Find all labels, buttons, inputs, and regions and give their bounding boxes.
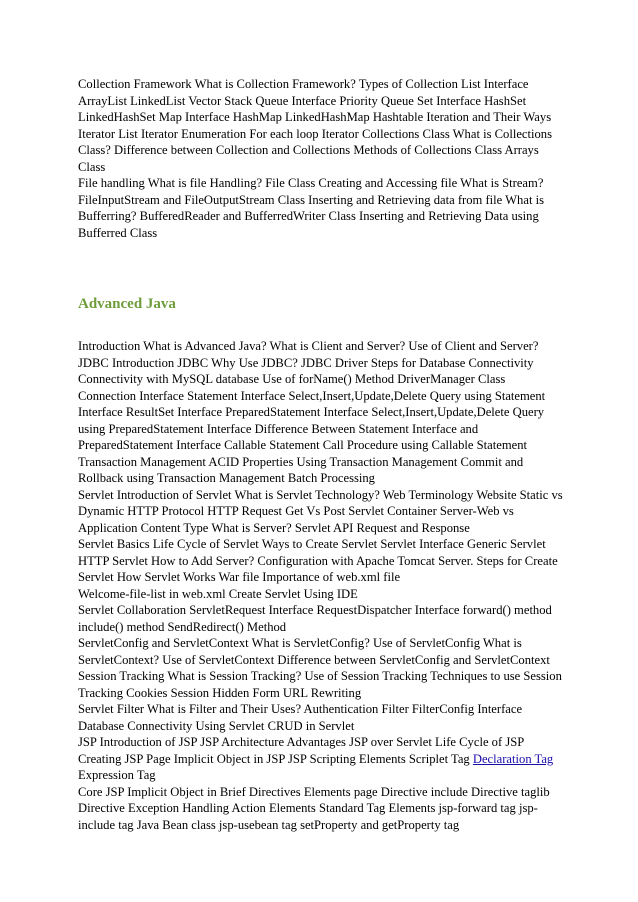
advanced-java-heading: Advanced Java	[78, 296, 176, 312]
section-spacer	[78, 241, 564, 294]
servlet-filter-paragraph: Servlet Filter What is Filter and Their Uses? Authentication Filter FilterConfig Interface Database Connectivity Using Servlet CRUD in Servlet	[78, 702, 523, 733]
servlet-intro-paragraph: Servlet Introduction of Servlet What is Servlet Technology? Web Terminology Website Static vs Dynamic HTTP Protocol HTTP Request Get Vs Post Servlet Container Server-Web vs Application Content Type What is Server? Servlet API Request and Response	[78, 487, 563, 535]
heading-spacer	[78, 314, 564, 338]
servletconfig-paragraph: ServletConfig and ServletContext What is ServletConfig? Use of ServletConfig What is ServletContext? Use of ServletContext Difference between ServletConfig and ServletContext Session Tracking What is Session Tracking? Use of Session Tracking Techniques to use Session Tracking Cookies Session Hidden Form URL Rewriting	[78, 636, 562, 700]
jsp-paragraph	[78, 734, 564, 784]
document-page	[78, 76, 564, 833]
servlet-collaboration-paragraph: Servlet Collaboration ServletRequest Interface RequestDispatcher Interface forward() method include() method SendRedirect() Method	[78, 603, 552, 634]
core-jsp-paragraph: Core JSP Implicit Object in Brief Directives Elements page Directive include Directive taglib Directive Exception Handling Action Elements Standard Tag Elements jsp-forward tag jsp-include tag Java Bean class jsp-usebean tag setProperty and getProperty tag	[78, 784, 550, 832]
declaration-tag-link[interactable]: Declaration Tag	[472, 751, 554, 766]
file-handling-paragraph: File handling What is file Handling? File Class Creating and Accessing file What is Stream? FileInputStream and FileOutputStream Class Inserting and Retrieving data from file What is Bufferring? BufferedReader and BufferredWriter Class Inserting and Retrieving Data using Bufferred Class	[78, 176, 544, 240]
jsp-text-after: Expression Tag	[78, 768, 156, 782]
welcome-file-paragraph: Welcome-file-list in web.xml Create Servlet Using IDE	[78, 586, 358, 601]
servlet-basics-paragraph: Servlet Basics Life Cycle of Servlet Ways to Create Servlet Servlet Interface Generic Servlet HTTP Servlet How to Add Server? Configuration with Apache Tomcat Server. Steps for Create Servlet How Servlet Works War file Importance of web.xml file	[78, 537, 558, 584]
collection-framework-paragraph: Collection Framework What is Collection Framework? Types of Collection List Interface ArrayList LinkedList Vector Stack Queue Interface Priority Queue Set Interface HashSet LinkedHashSet Map Interface HashMap LinkedHashMap Hashtable Iteration and Their Ways Iterator List Iterator Enumeration For each loop Iterator Collections Class What is Collections Class? Difference between Collection and Collections Methods of Collections Class Arrays Class	[78, 77, 553, 174]
jsp-text-before: JSP Introduction of JSP JSP Architecture Advantages JSP over Servlet Life Cycle of JSP Creating JSP Page Implicit Object in JSP JSP Scripting Elements Scriplet Tag	[78, 735, 524, 766]
jdbc-paragraph: Introduction What is Advanced Java? What is Client and Server? Use of Client and Server? JDBC Introduction JDBC Why Use JDBC? JDBC Driver Steps for Database Connectivity Connectivity with MySQL database Use of forName() Method DriverManager Class Connection Interface Statement Interface Select,Insert,Update,Delete Query using Statement Interface ResultSet Interface PreparedStatement Interface Select,Insert,Update,Delete Query using PreparedStatement Interface Difference Between Statement Interface and PreparedStatement Interface Callable Statement Call Procedure using Callable Statement Transaction Management ACID Properties Using Transaction Management Commit and Rollback using Transaction Management Batch Processing	[78, 339, 546, 485]
